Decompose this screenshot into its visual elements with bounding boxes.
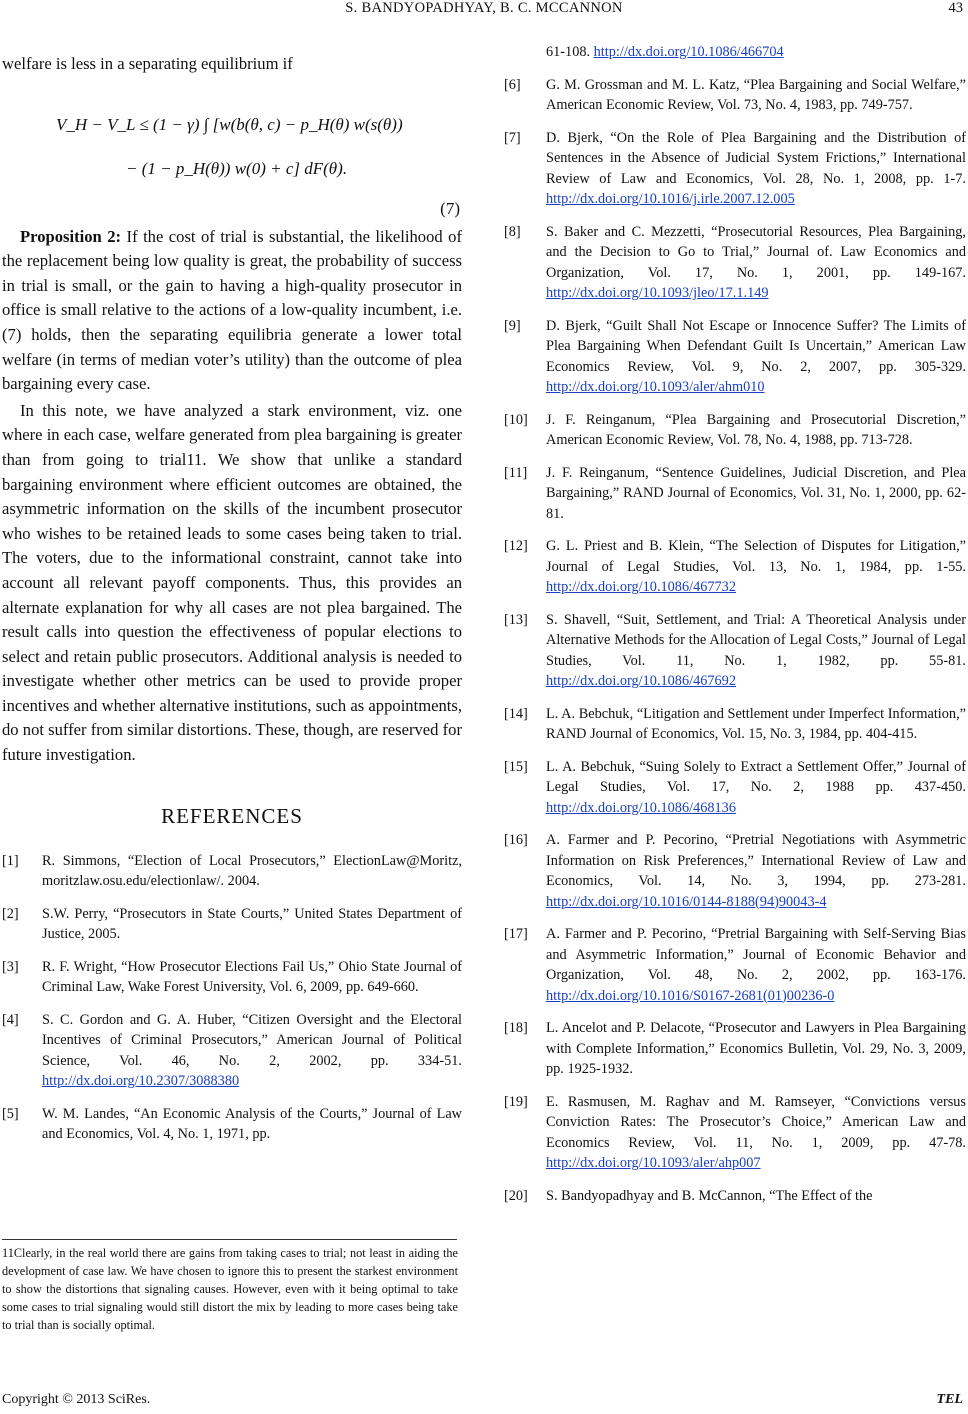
reference-text: W. M. Landes, “An Economic Analysis of the Courts,” Journal of Law and Economics, Vol. 4, No. 1, 1971, pp. xyxy=(42,1105,462,1143)
reference-doi-link[interactable]: http://dx.doi.org/10.1016/j.irle.2007.12.005 xyxy=(546,191,795,207)
proposition-2 xyxy=(2,225,462,397)
reference-doi-link[interactable]: http://dx.doi.org/10.1086/466704 xyxy=(593,44,784,60)
reference-text: S. Bandyopadhyay and B. McCannon, “The Effect of the xyxy=(546,1187,873,1204)
reference-number: [2] xyxy=(2,905,19,922)
reference-doi-link[interactable]: http://dx.doi.org/10.1093/aler/ahp007 xyxy=(546,1155,761,1171)
reference-text: A. Farmer and P. Pecorino, “Pretrial Negotiations with Asymmetric Information on Risk Preferences,” International Review of Law and Economics, Vol. 14, No. 3, 1994, pp. 273-281. xyxy=(546,832,966,889)
conclusion-paragraph: In this note, we have analyzed a stark environment, viz. one where in each case, welfare generated from plea bargaining is greater than from going to trial11. We show that unlike a standard bargaining environment where efficient outcomes are obtained, the asymmetric information on the skills of the incumbent prosecutor who wishes to be retained leads to some cases being taken to trial. The voters, due to the informational constraint, cannot take into account all relevant payoff components. Thus, this provides an alternate explanation for why all cases are not plea bargained. The result calls into question the effectiveness of popular elections to select and retain public prosecutors. Additional analysis is needed to investigate whether other metrics can be used to provide proper incentives and whether alternative institutions, such as appointments, do not suffer from similar distortions. These, though, are reserved for future investigation. xyxy=(2,400,462,765)
reference-item xyxy=(504,757,966,819)
reference-text: G. L. Priest and B. Klein, “The Selection of Disputes for Litigation,” Journal of Legal Studies, Vol. 13, No. 1, 1984, pp. 1-55. xyxy=(546,538,966,575)
reference-text: S. Baker and C. Mezzetti, “Prosecutorial Resources, Plea Bargaining, and the Decision to Go to Trial,” Journal of. Law Economics and Organization, Vol. 17, No. 1, 2001, pp. 149-167. xyxy=(546,223,966,281)
reference-item xyxy=(2,851,462,892)
footnote-11: 11Clearly, in the real world there are gains from taking cases to trial; not least in aiding the development of case law. We have chosen to ignore this to present the starkest environment to show the distortions that signaling causes. However, even with it being optimal to take some cases to trial signaling would still distort the mix by leading to more cases being take to trial than is socially optimal. xyxy=(2,1246,458,1332)
equation-line-1: V_H − V_L ≤ (1 − γ) ∫ [w(b(θ, c) − p_H(θ) w(s(θ)) xyxy=(56,114,403,134)
reference-item xyxy=(504,75,966,116)
reference-item xyxy=(2,904,462,945)
reference-number: [1] xyxy=(2,852,19,869)
reference-number: [20] xyxy=(504,1187,528,1204)
reference-number: [6] xyxy=(504,76,521,93)
reference-item xyxy=(504,42,966,63)
reference-text: R. F. Wright, “How Prosecutor Elections Fail Us,” Ohio State Journal of Criminal Law, Wake Forest University, Vol. 6, 2009, pp. 649-660. xyxy=(42,958,462,996)
reference-doi-link[interactable]: http://dx.doi.org/10.1016/S0167-2681(01)00236-0 xyxy=(546,987,835,1004)
reference-item xyxy=(504,1186,966,1207)
reference-text: L. Ancelot and P. Delacote, “Prosecutor and Lawyers in Plea Bargaining with Complete Information,” Economics Bulletin, Vol. 29, No. 3, 2009, pp. 1925-1932. xyxy=(546,1020,966,1077)
right-column xyxy=(504,42,966,1218)
reference-number: [14] xyxy=(504,705,528,722)
proposition-label: Proposition 2: xyxy=(20,226,122,246)
running-head: S. BANDYOPADHYAY, B. C. MCCANNON xyxy=(345,0,623,16)
reference-text: D. Bjerk, “Guilt Shall Not Escape or Innocence Suffer? The Limits of Plea Bargaining When Defendant Guilt Is Uncertain,” American Law Economics Review, Vol. 9, No. 2, 2007, pp. 305-329. xyxy=(546,317,966,375)
reference-item xyxy=(504,222,966,304)
reference-doi-link[interactable]: http://dx.doi.org/10.2307/3088380 xyxy=(42,1073,240,1090)
left-column xyxy=(2,52,462,1157)
references-left xyxy=(2,851,462,1145)
copyright: Copyright © 2013 SciRes. xyxy=(2,1392,151,1407)
reference-text: S. C. Gordon and G. A. Huber, “Citizen Oversight and the Electoral Incentives of Criminal Prosecutors,” American Journal of Political Science, Vol. 46, No. 2, 2002, pp. 334-51. xyxy=(42,1011,462,1069)
reference-number: [16] xyxy=(504,832,528,848)
reference-doi-link[interactable]: http://dx.doi.org/10.1093/jleo/17.1.149 xyxy=(546,285,769,301)
references-heading: REFERENCES xyxy=(161,803,303,828)
reference-text: S.W. Perry, “Prosecutors in State Courts,” United States Department of Justice, 2005. xyxy=(42,905,462,943)
reference-item xyxy=(504,463,966,525)
reference-text: A. Farmer and P. Pecorino, “Pretrial Bargaining with Self-Serving Bias and Asymmetric Information,” Journal of Economic Behavior and Organization, Vol. 48, No. 2, 2002, pp. 163-176. xyxy=(546,926,966,983)
reference-item xyxy=(504,830,966,912)
proposition-text: If the cost of trial is substantial, the likelihood of the replacement being low quality is great, the probability of success in trial is small, or the gain to having a high-quality prosecutor in office is small relative to the actions of a low-quality incumbent, i.e. (7) holds, then the separating equilibria generate a lower total welfare (in terms of median voter’s utility) than the outcome of plea bargaining every case. xyxy=(2,226,462,394)
page-number: 43 xyxy=(948,0,963,16)
reference-item xyxy=(504,1018,966,1080)
reference-number: [19] xyxy=(504,1093,528,1110)
reference-text: R. Simmons, “Election of Local Prosecutors,” ElectionLaw@Moritz, moritzlaw.osu.edu/electionlaw/. 2004. xyxy=(42,852,462,890)
reference-text: L. A. Bebchuk, “Litigation and Settlement under Imperfect Information,” RAND Journal of Economics, Vol. 15, No. 3, 1984, pp. 404-415. xyxy=(546,705,966,742)
reference-item xyxy=(504,128,966,210)
reference-item xyxy=(504,704,966,745)
page-header xyxy=(0,0,968,24)
reference-item xyxy=(504,610,966,692)
reference-item xyxy=(504,1092,966,1174)
equation-number: (7) xyxy=(440,198,460,218)
reference-number: [11] xyxy=(504,464,528,481)
reference-item xyxy=(2,957,462,998)
reference-text: L. A. Bebchuk, “Suing Solely to Extract a Settlement Offer,” Journal of Legal Studies, Vol. 17, No. 2, 1988 pp. 437-450. xyxy=(546,758,966,795)
reference-item xyxy=(2,1010,462,1092)
reference-number: [15] xyxy=(504,758,528,775)
page-footer xyxy=(0,1392,968,1412)
reference-item xyxy=(504,410,966,451)
reference-number: [18] xyxy=(504,1020,528,1036)
reference-text: D. Bjerk, “On the Role of Plea Bargaining and the Distribution of Sentences in the Absence of Judicial System Frictions,” International Review of Law and Economics, Vol. 28, No. 1, 2008, pp. 1-7. xyxy=(546,129,966,187)
reference-number: [13] xyxy=(504,611,528,628)
reference-number: [8] xyxy=(504,223,521,240)
reference-doi-link[interactable]: http://dx.doi.org/10.1016/0144-8188(94)90043-4 xyxy=(546,893,827,910)
reference-number: [7] xyxy=(504,129,521,146)
footnote-divider xyxy=(2,1239,457,1240)
reference-number: [3] xyxy=(2,958,19,975)
reference-text: J. F. Reinganum, “Plea Bargaining and Prosecutorial Discretion,” American Economic Review, Vol. 78, No. 4, 1988, pp. 713-728. xyxy=(546,411,966,448)
references-right xyxy=(504,42,966,1206)
reference-number: [12] xyxy=(504,538,528,554)
reference-number: [9] xyxy=(504,317,521,334)
reference-item xyxy=(2,1104,462,1145)
reference-text: 61-108. xyxy=(546,44,594,60)
reference-text: S. Shavell, “Suit, Settlement, and Trial: A Theoretical Analysis under Alternative Methods for the Allocation of Legal Costs,” Journal of Legal Studies, Vol. 11, No. 1, 1982, pp. 55-81. xyxy=(546,611,966,669)
reference-doi-link[interactable]: http://dx.doi.org/10.1086/467692 xyxy=(546,673,736,689)
reference-number: [10] xyxy=(504,411,528,428)
reference-item xyxy=(504,924,966,1006)
reference-text: J. F. Reinganum, “Sentence Guidelines, Judicial Discretion, and Plea Bargaining,” RAND Journal of Economics, Vol. 31, No. 1, 2000, pp. 62-81. xyxy=(546,464,966,522)
intro-line: welfare is less in a separating equilibrium if xyxy=(2,54,293,73)
reference-item xyxy=(504,316,966,398)
reference-text: G. M. Grossman and M. L. Katz, “Plea Bargaining and Social Welfare,” American Economic Review, Vol. 73, No. 4, 1983, pp. 749-757. xyxy=(546,76,966,113)
reference-doi-link[interactable]: http://dx.doi.org/10.1086/468136 xyxy=(546,799,736,816)
reference-doi-link[interactable]: http://dx.doi.org/10.1093/aler/ahm010 xyxy=(546,379,765,395)
reference-number: [5] xyxy=(2,1105,19,1122)
journal-abbrev: TEL xyxy=(936,1392,963,1407)
equation-line-2: − (1 − p_H(θ)) w(0) + c] dF(θ). xyxy=(126,158,348,178)
reference-number: [17] xyxy=(504,926,528,942)
reference-number: [4] xyxy=(2,1011,19,1028)
reference-text: E. Rasmusen, M. Raghav and M. Ramseyer, “Convictions versus Conviction Rates: The Prosecutor’s Choice,” American Law and Economics Review, Vol. 11, No. 1, 2009, pp. 47-78. xyxy=(546,1093,966,1151)
reference-item xyxy=(504,536,966,598)
reference-doi-link[interactable]: http://dx.doi.org/10.1086/467732 xyxy=(546,579,736,595)
equation-7 xyxy=(2,77,462,218)
